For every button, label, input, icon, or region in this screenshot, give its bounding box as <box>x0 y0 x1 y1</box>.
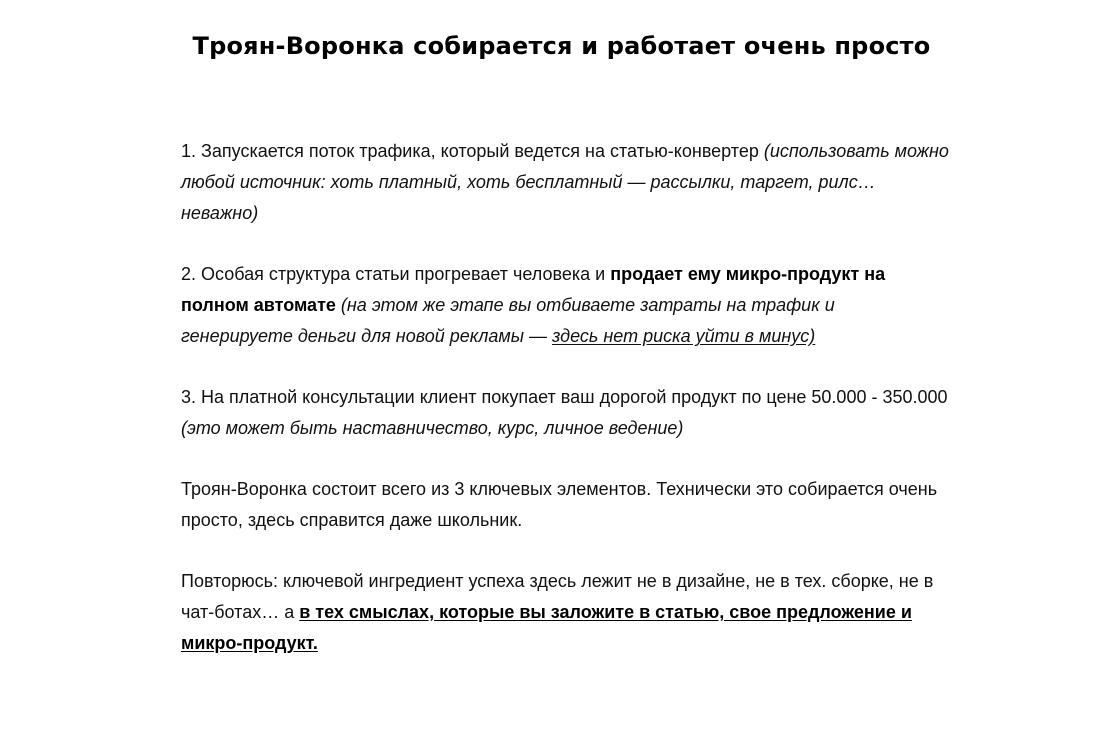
step-3-note: (это может быть наставничество, курс, личное ведение) <box>181 418 684 438</box>
step-2-emphasis: продает ему микро-продукт на полном автомате <box>181 264 886 315</box>
page-title: Троян-Воронка собирается и работает очень просто <box>192 32 931 60</box>
step-2-text: 2. Особая структура статьи прогревает человека и <box>181 264 611 284</box>
step-3-paragraph <box>181 382 951 444</box>
article-body <box>181 136 951 689</box>
summary-paragraph: Троян-Воронка состоит всего из 3 ключевых элементов. Технически это собирается очень просто, здесь справится даже школьник. <box>181 479 938 530</box>
closing-text: Повторюсь: ключевой ингредиент успеха здесь лежит не в дизайне, не в тех. сборке, не в чат-ботах… а <box>181 571 934 622</box>
step-1-paragraph <box>181 136 951 229</box>
step-2-note-underlined: здесь нет риска уйти в минус) <box>552 326 816 346</box>
step-2-paragraph <box>181 259 951 352</box>
closing-paragraph <box>181 566 951 659</box>
step-2-note: (на этом же этапе вы отбиваете затраты на трафик и генерируете деньги для новой рекламы — <box>181 295 835 346</box>
closing-emphasis: в тех смыслах, которые вы заложите в статью, свое предложение и микро-продукт. <box>181 602 912 653</box>
step-3-text: 3. На платной консультации клиент покупает ваш дорогой продукт по цене 50.000 - 350.000 <box>181 387 948 407</box>
step-1-text: 1. Запускается поток трафика, который ведется на статью-конвертер <box>181 141 759 161</box>
step-1-note: (использовать можно любой источник: хоть платный, хоть бесплатный — рассылки, таргет, рилс… неважно) <box>181 141 949 223</box>
